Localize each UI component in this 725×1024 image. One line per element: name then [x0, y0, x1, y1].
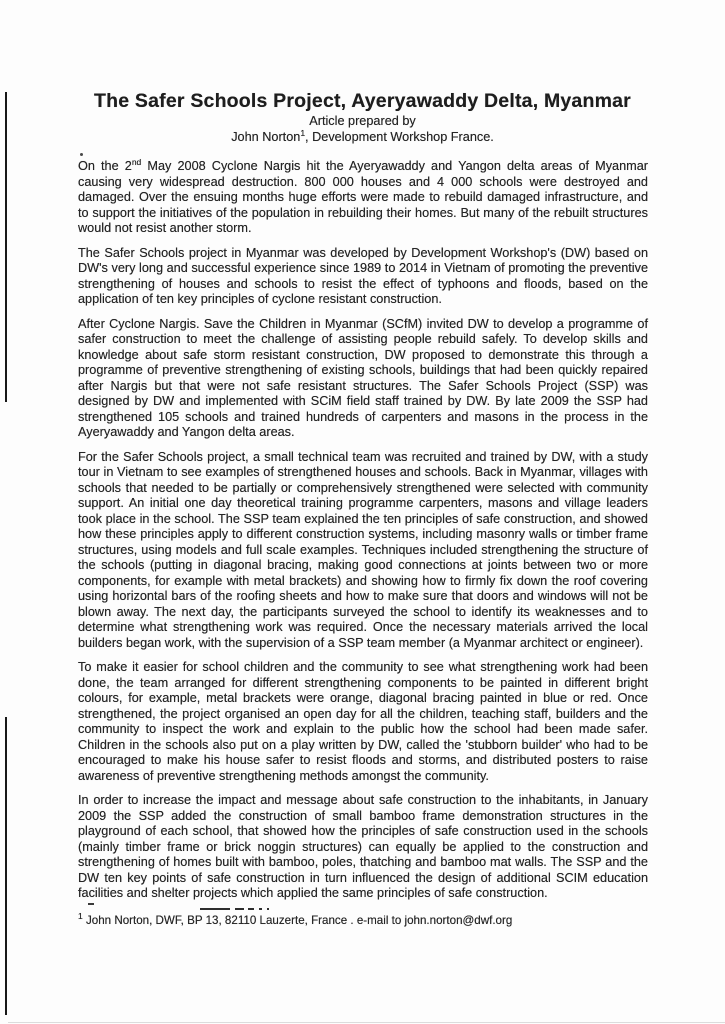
footnote-separator-mark	[88, 903, 94, 905]
paragraph-1	[78, 156, 649, 237]
paragraph-2: The Safer Schools project in Myanmar was developed by Development Workshop's (DW) based on DW's very long and successful experience since 1989 to 2014 in Vietnam of promoting the preventive strengthening of houses and schools to resist the effect of typhoons and floods, based on the application of ten key principles of cyclone resistant construction.	[78, 245, 648, 306]
page-bottom-edge	[8, 1022, 725, 1023]
article-body	[78, 156, 649, 911]
footnote-separator-dash	[200, 908, 230, 910]
byline-line1: Article prepared by	[309, 114, 416, 128]
paragraph-1-text-post: May 2008 Cyclone Nargis hit the Ayeryawaddy and Yangon delta areas of Myanmar causing very widespread destruction. 800 000 houses and 4 000 schools were destroyed and damaged. Over the ensuing months huge efforts were made to rebuild damaged infrastructure, and to support the initiatives of the population in rebuilding their homes. But many of the rebuilt structures would not resist another storm.	[78, 159, 649, 235]
byline-organisation: , Development Workshop France.	[305, 129, 494, 144]
footnote-separator-dash	[259, 908, 262, 910]
byline-line2	[0, 127, 725, 146]
paragraph-6: In order to increase the impact and message about safe construction to the inhabitants, in January 2009 the SSP added the construction of small bamboo frame demonstration structures in the playground of each school, that showed how the principles of safe construction used in the schools (mainly timber frame or brick noggin structures) can equally be applied to the construction and strengthening of homes built with bamboo, poles, thatching and bamboo mat walls. The SSP and the DW ten key points of safe construction in turn influenced the design of additional SCIM education facilities and shelter projects which applied the same principles of safe construction.	[78, 793, 648, 900]
paragraph-3: After Cyclone Nargis. Save the Children in Myanmar (SCfM) invited DW to develop a programme of safer construction to meet the challenge of assisting people rebuild safely. To develop skills and knowledge about safe storm resistant construction, DW proposed to demonstrate this through a programme of preventive strengthening of existing schools, buildings that had been quickly repaired after Nargis but that were not safe resistant structures. The Safer Schools Project (SSP) was designed by DW and implemented with SCiM field staff trained by DW. By late 2009 the SSP had strengthened 105 schools and trained hundreds of carpenters and masons in the process in the Ayeryawaddy and Yangon delta areas.	[78, 316, 648, 439]
footnote-separator-dash	[235, 908, 244, 910]
page-title: The Safer Schools Project, Ayeryawaddy Delta, Myanmar	[94, 90, 631, 113]
footnote-separator	[78, 903, 648, 911]
byline	[0, 114, 725, 145]
footnote-separator-dash	[267, 908, 269, 910]
paragraph-1-text-pre: On the 2	[78, 159, 132, 173]
footnote-separator-dash	[248, 908, 254, 910]
paragraph-1-ordinal-superscript: nd	[131, 156, 142, 167]
paragraph-4: For the Safer Schools project, a small technical team was recruited and trained by DW, with a study tour in Vietnam to see examples of strengthened houses and schools. Back in Myanmar, villages with schools that needed to be partially or comprehensively strengthened were selected with community support. An initial one day theoretical training programme carpenters, masons and village leaders took place in the school. The SSP team explained the ten principles of safe construction, and showed how these principles apply to different construction systems, including masonry walls or timber frame structures, using models and full scale examples. Techniques included strengthening the structure of the schools (putting in diagonal bracing, making good connections at joints between two or more components, for example with metal brackets) and showing how to firmly fix down the roof covering using horizontal bars of the roofing sheets and how to make sure that doors and windows will not be blown away. The next day, the participants surveyed the school to identify its weaknesses and to determine what strengthening work was required. Once the necessary materials arrived the local builders began work, with the supervision of a SSP team member (a Myanmar architect or engineer).	[78, 449, 648, 650]
byline-author: John Norton	[231, 129, 301, 144]
scan-edge-line-bottom	[5, 717, 7, 1015]
footnote-marker: 1	[78, 911, 83, 922]
footnote-text: John Norton, DWF, BP 13, 82110 Lauzerte, France . e-mail to john.norton@dwf.org	[82, 914, 513, 927]
footnote	[78, 911, 648, 928]
paragraph-5: To make it easier for school children and the community to see what strengthening work had been done, the team arranged for different strengthening components to be painted in different bright colours, for example, metal brackets were orange, diagonal bracing painted in blue or red. Once strengthened, the project organised an open day for all the children, teaching staff, builders and the community to inspect the work and explain to the public how the school had been made safer. Children in the schools also put on a play written by DW, called the 'stubborn builder' who had to be encouraged to make his house safer to resist floods and storms, and distributed posters to raise awareness of preventive strengthening methods amongst the community.	[78, 660, 648, 783]
byline-footnote-marker: 1	[300, 127, 306, 138]
scan-speck	[80, 153, 83, 156]
